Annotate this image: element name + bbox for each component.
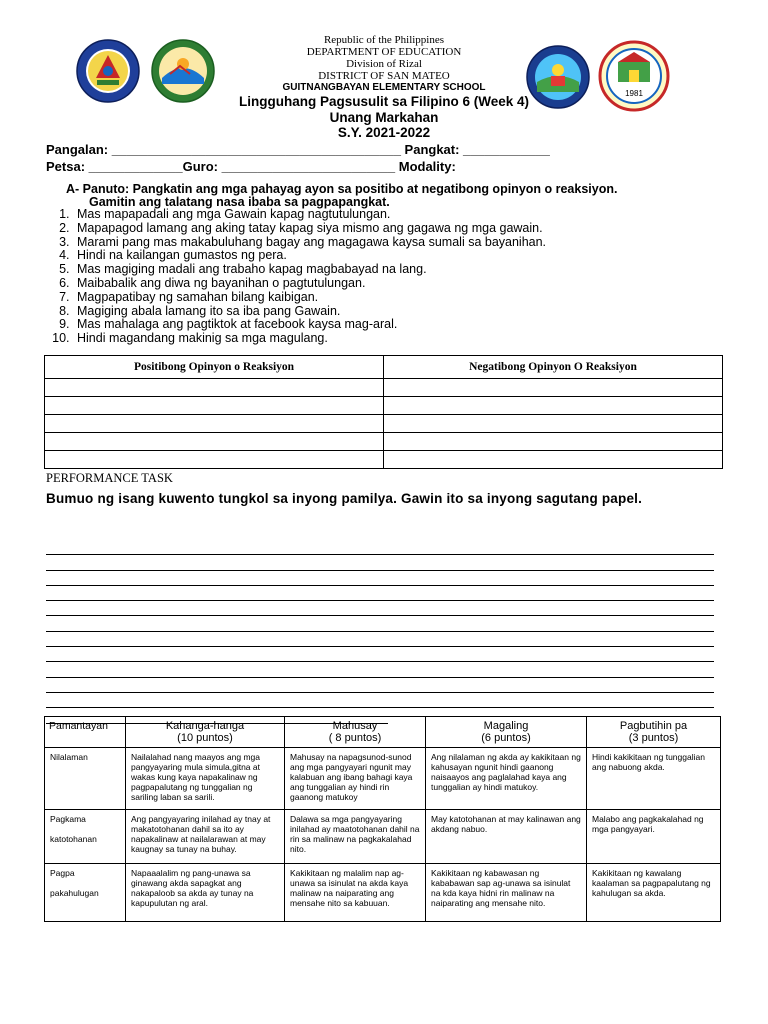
performance-task-instruction: Bumuo ng isang kuwento tungkol sa inyong pamilya. Gawin ito sa inyong sagutang papel.	[46, 491, 643, 506]
writing-line[interactable]	[46, 601, 714, 616]
name-section-field[interactable]: Pangalan: ________________________________________ Pangkat: ____________	[46, 142, 550, 157]
writing-line[interactable]	[46, 647, 714, 662]
rubric-cell: Dalawa sa mga pangyayaring inilahad ay maatotohanan dahil na rin sa malinaw na pagkakalahad nito.	[285, 810, 426, 864]
rubric-cell: May katotohanan at may kalinawan ang akdang nabuo.	[426, 810, 587, 864]
table-row	[45, 415, 723, 433]
writing-line[interactable]	[46, 586, 714, 601]
republic-text: Republic of the Philippines	[323, 34, 445, 46]
list-item: 5. Mas magiging madali ang trabaho kapag magbabayad na lang.	[73, 263, 753, 277]
rubric-cell: Ang nilalaman ng akda ay kakikitaan ng kahusayan ngunit hindi gaanong naisaayos ang paglalahad kaya ang tunggalian ay hindi matukoy.	[426, 748, 587, 810]
negative-answer-cell[interactable]	[384, 379, 723, 397]
table-row	[45, 433, 723, 451]
rubric-header-criteria: Pamantayan	[45, 717, 126, 748]
rubric-header-excellent: Kahanga-hanga (10 puntos)	[126, 717, 285, 748]
rubric-criteria: Pagkama katotohanan	[45, 810, 126, 864]
list-item: 2. Mapapagod lamang ang aking tatay kapag siya mismo ang gagawa ng mga gawain.	[73, 222, 753, 236]
writing-line[interactable]	[46, 662, 714, 677]
positive-answer-cell[interactable]	[45, 379, 384, 397]
school-year-title: S.Y. 2021-2022	[337, 125, 431, 140]
table-row	[45, 810, 721, 864]
rubric-cell: Mahusay na napagsunod-sunod ang mga pangyayari ngunit may kalabuan ang ibang bahagi kaya ang tunggalian ay hindi rin gaanong matukoy	[285, 748, 426, 810]
negative-answer-cell[interactable]	[384, 451, 723, 469]
writing-line[interactable]	[46, 555, 714, 570]
rubric-cell: Napaaalalim ng pang-unawa sa ginawang akda sapagkat ang nakapaloob sa akda ay tunay na kapupulutan ng aral.	[126, 864, 285, 922]
rubric-header-good: Magaling (6 puntos)	[426, 717, 587, 748]
table-row	[45, 379, 723, 397]
writing-line[interactable]	[46, 616, 714, 631]
negative-answer-cell[interactable]	[384, 397, 723, 415]
instruction-line-2: Gamitin ang talatang nasa ibaba sa pagpapangkat.	[89, 195, 390, 209]
rubric-criteria: Nilalaman	[45, 748, 126, 810]
positive-answer-cell[interactable]	[45, 451, 384, 469]
table-row	[45, 748, 721, 810]
list-item: 8. Magiging abala lamang ito sa iba pang Gawain.	[73, 305, 753, 319]
writing-line[interactable]	[46, 678, 714, 693]
department-text: DEPARTMENT OF EDUCATION	[306, 46, 462, 58]
rubric-cell: Nailalahad nang maayos ang mga pangyayaring mula simula,gitna at wakas kung kaya napakalinaw ng pagpapalutang ng tunggalian ng sariling laban sa sarili.	[126, 748, 285, 810]
rubric-header-improve: Pagbutihin pa (3 puntos)	[587, 717, 721, 748]
positive-column-header: Positibong Opinyon o Reaksiyon	[45, 356, 384, 379]
positive-answer-cell[interactable]	[45, 415, 384, 433]
list-item: 3. Marami pang mas makabuluhang bagay ang magagawa kaysa sumali sa bayanihan.	[73, 236, 753, 250]
negative-answer-cell[interactable]	[384, 433, 723, 451]
rubric-cell: Kakikitaan ng kabawasan ng kababawan sap ag-unawa sa isinulat na kda kaya hidni rin malinaw na naiparating ang mensahe nito.	[426, 864, 587, 922]
list-item: 4. Hindi na kailangan gumastos ng pera.	[73, 249, 753, 263]
positive-answer-cell[interactable]	[45, 397, 384, 415]
opinion-table	[44, 355, 723, 469]
table-row	[45, 397, 723, 415]
division-text: Division of Rizal	[346, 58, 422, 70]
rubric-criteria: Pagpa pakahulugan	[45, 864, 126, 922]
performance-task-label: PERFORMANCE TASK	[46, 471, 173, 485]
rubric-cell: Malabo ang pagkakalahad ng mga pangyayari.	[587, 810, 721, 864]
rubric-cell: Kakikitaan ng malalim nap ag-unawa sa isinulat na akda kaya malinaw na naiparating ang mensahe nito sa kabuuan.	[285, 864, 426, 922]
school-name: GUITNANGBAYAN ELEMENTARY SCHOOL	[282, 82, 486, 93]
rubric-table	[44, 716, 721, 922]
rubric-cell: Hindi kakikitaan ng tunggalian ang nabuong akda.	[587, 748, 721, 810]
negative-column-header: Negatibong Opinyon O Reaksiyon	[384, 356, 723, 379]
school-seal-year: 1981	[625, 89, 643, 98]
statement-list	[38, 208, 753, 346]
list-item: 1. Mas mapapadali ang mga Gawain kapag nagtutulungan.	[73, 208, 753, 222]
rubric-cell: Kakikitaan ng kawalang kaalaman sa pagpapalutang ng kahulugan sa akda.	[587, 864, 721, 922]
table-row	[45, 451, 723, 469]
positive-answer-cell[interactable]	[45, 433, 384, 451]
rubric-cell: Ang pangyayaring inilahad ay tnay at makatotohanan dahil sa ito ay napakalinaw at nailalarawan at may kaugnay sa tunay na buhay.	[126, 810, 285, 864]
table-row	[45, 864, 721, 922]
writing-line[interactable]	[46, 540, 714, 555]
rubric-header-very-good: Mahusay ( 8 puntos)	[285, 717, 426, 748]
writing-line[interactable]	[46, 693, 714, 708]
list-item: 10. Hindi magandang makinig sa mga magulang.	[73, 332, 753, 346]
list-item: 7. Magpapatibay ng samahan bilang kaibigan.	[73, 291, 753, 305]
writing-area[interactable]	[46, 540, 714, 724]
quarter-title: Unang Markahan	[329, 110, 439, 125]
list-item: 9. Mas mahalaga ang pagtiktok at facebook kaysa mag-aral.	[73, 318, 753, 332]
writing-line[interactable]	[46, 571, 714, 586]
date-teacher-modality-field[interactable]: Petsa: _____________Guro: ________________________ Modality:	[46, 159, 456, 174]
instruction-line-1: A- Panuto: Pangkatin ang mga pahayag ayon sa positibo at negatibong opinyon o reaksiyon.	[66, 182, 618, 196]
negative-answer-cell[interactable]	[384, 415, 723, 433]
list-item: 6. Maibabalik ang diwa ng bayanihan o pagtutulungan.	[73, 277, 753, 291]
district-text: DISTRICT OF SAN MATEO	[318, 70, 450, 82]
writing-line[interactable]	[46, 632, 714, 647]
page-title: Lingguhang Pagsusulit sa Filipino 6 (Week 4)	[238, 94, 530, 109]
